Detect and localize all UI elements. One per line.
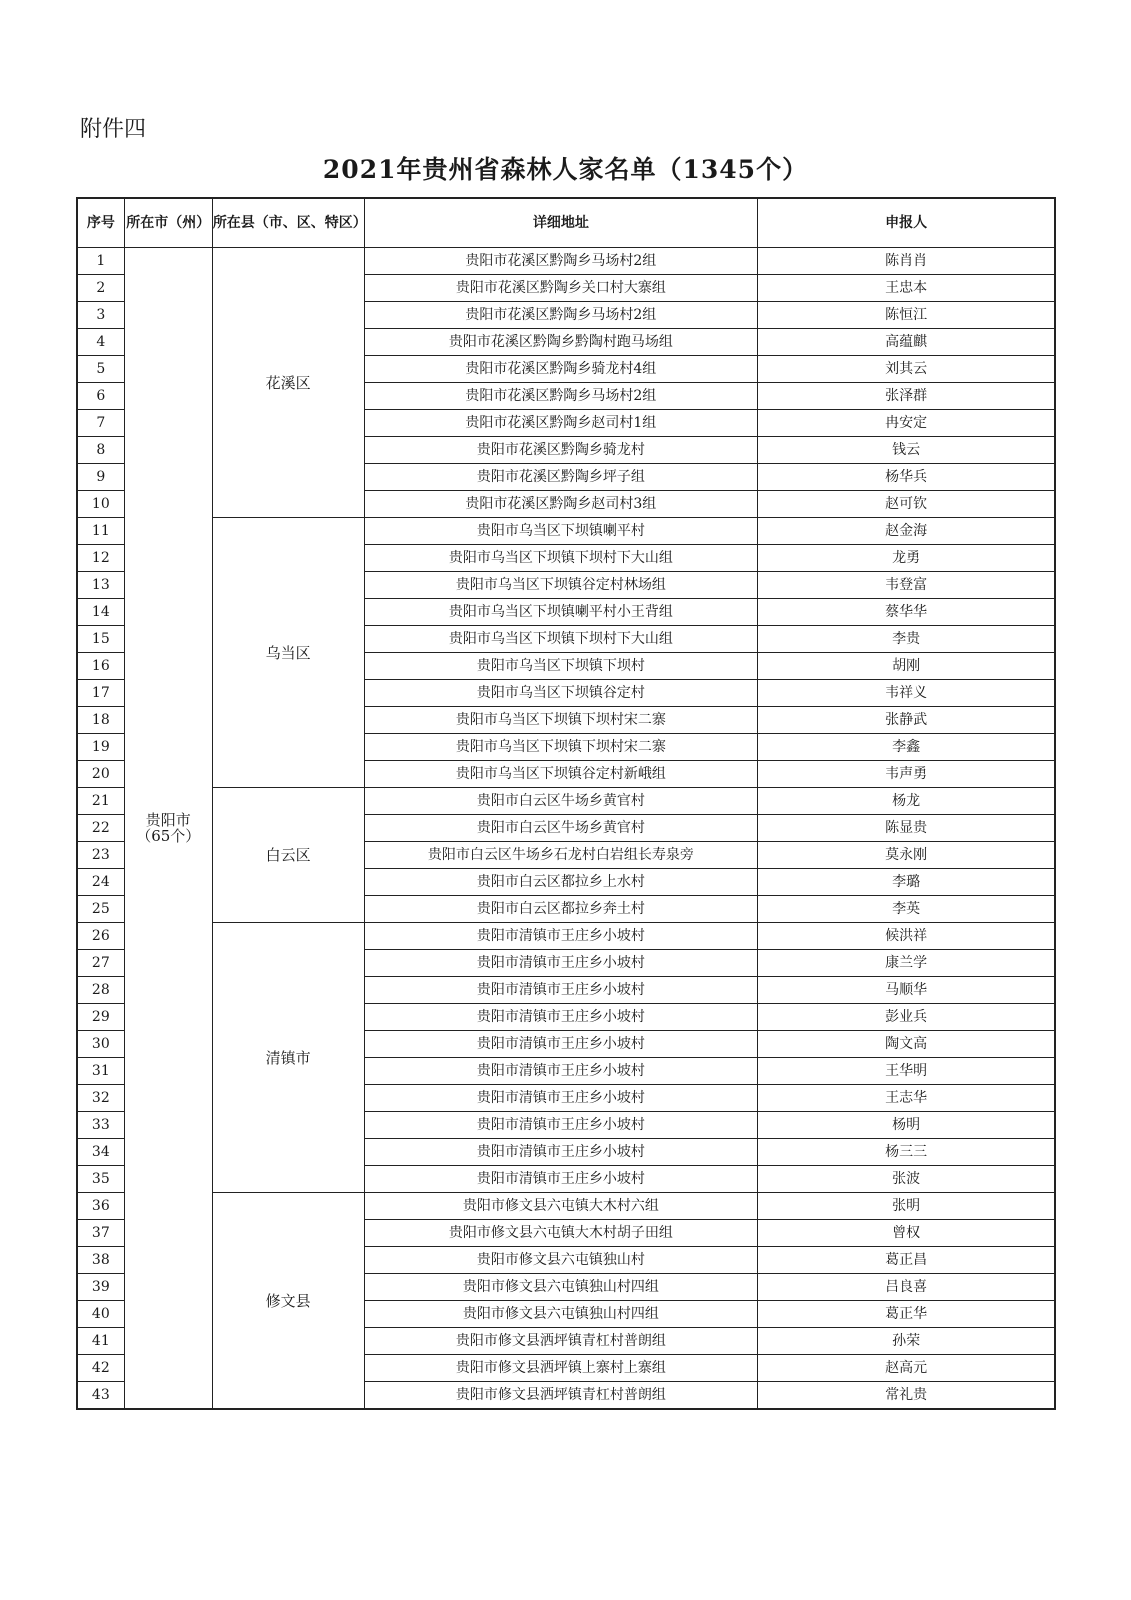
address-cell: 贵阳市清镇市王庄乡小坡村 — [364, 977, 758, 1004]
address-cell: 贵阳市乌当区下坝镇下坝村 — [364, 653, 758, 680]
header-address: 详细地址 — [364, 198, 758, 248]
address-cell: 贵阳市乌当区下坝镇下坝村宋二寨 — [364, 734, 758, 761]
row-index: 37 — [77, 1220, 124, 1247]
header-applicant: 申报人 — [758, 198, 1055, 248]
table-body — [77, 248, 1055, 1410]
address-cell: 贵阳市花溪区黔陶乡黔陶村跑马场组 — [364, 329, 758, 356]
address-cell: 贵阳市乌当区下坝镇喇平村 — [364, 518, 758, 545]
applicant-cell: 李鑫 — [758, 734, 1055, 761]
applicant-cell: 龙勇 — [758, 545, 1055, 572]
row-index: 21 — [77, 788, 124, 815]
row-index: 26 — [77, 923, 124, 950]
table-row — [77, 923, 1055, 950]
table-row — [77, 1193, 1055, 1220]
table-row — [77, 788, 1055, 815]
applicant-cell: 葛正华 — [758, 1301, 1055, 1328]
applicant-cell: 候洪祥 — [758, 923, 1055, 950]
address-cell: 贵阳市花溪区黔陶乡骑龙村 — [364, 437, 758, 464]
address-cell: 贵阳市清镇市王庄乡小坡村 — [364, 1139, 758, 1166]
address-cell: 贵阳市乌当区下坝镇下坝村宋二寨 — [364, 707, 758, 734]
address-cell: 贵阳市花溪区黔陶乡赵司村1组 — [364, 410, 758, 437]
row-index: 32 — [77, 1085, 124, 1112]
applicant-cell: 钱云 — [758, 437, 1055, 464]
row-index: 43 — [77, 1382, 124, 1410]
address-cell: 贵阳市乌当区下坝镇谷定村 — [364, 680, 758, 707]
applicant-cell: 李英 — [758, 896, 1055, 923]
address-cell: 贵阳市修文县洒坪镇青杠村普朗组 — [364, 1328, 758, 1355]
row-index: 42 — [77, 1355, 124, 1382]
row-index: 20 — [77, 761, 124, 788]
row-index: 2 — [77, 275, 124, 302]
header-city: 所在市（州） — [124, 198, 212, 248]
county-cell: 修文县 — [212, 1193, 364, 1410]
row-index: 41 — [77, 1328, 124, 1355]
row-index: 11 — [77, 518, 124, 545]
row-index: 15 — [77, 626, 124, 653]
row-index: 29 — [77, 1004, 124, 1031]
applicant-cell: 莫永刚 — [758, 842, 1055, 869]
row-index: 3 — [77, 302, 124, 329]
applicant-cell: 韦登富 — [758, 572, 1055, 599]
row-index: 34 — [77, 1139, 124, 1166]
row-index: 6 — [77, 383, 124, 410]
address-cell: 贵阳市乌当区下坝镇谷定村林场组 — [364, 572, 758, 599]
row-index: 10 — [77, 491, 124, 518]
row-index: 14 — [77, 599, 124, 626]
row-index: 38 — [77, 1247, 124, 1274]
address-cell: 贵阳市白云区牛场乡黄官村 — [364, 815, 758, 842]
city-count: （65个） — [136, 827, 201, 845]
applicant-cell: 胡刚 — [758, 653, 1055, 680]
applicant-cell: 曾权 — [758, 1220, 1055, 1247]
applicant-cell: 常礼贵 — [758, 1382, 1055, 1410]
applicant-cell: 葛正昌 — [758, 1247, 1055, 1274]
applicant-cell: 赵可钦 — [758, 491, 1055, 518]
applicant-cell: 王华明 — [758, 1058, 1055, 1085]
row-index: 17 — [77, 680, 124, 707]
applicant-cell: 杨明 — [758, 1112, 1055, 1139]
applicant-cell: 孙荣 — [758, 1328, 1055, 1355]
applicant-cell: 杨三三 — [758, 1139, 1055, 1166]
row-index: 39 — [77, 1274, 124, 1301]
applicant-cell: 康兰学 — [758, 950, 1055, 977]
row-index: 25 — [77, 896, 124, 923]
address-cell: 贵阳市白云区牛场乡黄官村 — [364, 788, 758, 815]
county-cell: 花溪区 — [212, 248, 364, 518]
address-cell: 贵阳市修文县六屯镇大木村胡子田组 — [364, 1220, 758, 1247]
address-cell: 贵阳市乌当区下坝镇谷定村新峨组 — [364, 761, 758, 788]
row-index: 18 — [77, 707, 124, 734]
address-cell: 贵阳市花溪区黔陶乡坪子组 — [364, 464, 758, 491]
address-cell: 贵阳市花溪区黔陶乡关口村大寨组 — [364, 275, 758, 302]
row-index: 1 — [77, 248, 124, 275]
address-cell: 贵阳市花溪区黔陶乡赵司村3组 — [364, 491, 758, 518]
header-index: 序号 — [77, 198, 124, 248]
applicant-cell: 李璐 — [758, 869, 1055, 896]
address-cell: 贵阳市修文县洒坪镇青杠村普朗组 — [364, 1382, 758, 1410]
applicant-cell: 王忠本 — [758, 275, 1055, 302]
address-cell: 贵阳市清镇市王庄乡小坡村 — [364, 923, 758, 950]
row-index: 9 — [77, 464, 124, 491]
row-index: 31 — [77, 1058, 124, 1085]
applicant-cell: 赵高元 — [758, 1355, 1055, 1382]
address-cell: 贵阳市花溪区黔陶乡骑龙村4组 — [364, 356, 758, 383]
table-row — [77, 248, 1055, 275]
row-index: 13 — [77, 572, 124, 599]
row-index: 22 — [77, 815, 124, 842]
address-cell: 贵阳市清镇市王庄乡小坡村 — [364, 1112, 758, 1139]
address-cell: 贵阳市清镇市王庄乡小坡村 — [364, 1058, 758, 1085]
row-index: 23 — [77, 842, 124, 869]
table-row — [77, 518, 1055, 545]
applicant-cell: 杨龙 — [758, 788, 1055, 815]
applicant-cell: 陈显贵 — [758, 815, 1055, 842]
address-cell: 贵阳市乌当区下坝镇喇平村小王背组 — [364, 599, 758, 626]
table-header-row — [77, 198, 1055, 248]
address-cell: 贵阳市清镇市王庄乡小坡村 — [364, 950, 758, 977]
row-index: 4 — [77, 329, 124, 356]
address-cell: 贵阳市白云区都拉乡奔土村 — [364, 896, 758, 923]
address-cell: 贵阳市白云区都拉乡上水村 — [364, 869, 758, 896]
address-cell: 贵阳市修文县六屯镇独山村四组 — [364, 1301, 758, 1328]
applicant-cell: 王志华 — [758, 1085, 1055, 1112]
applicant-cell: 张波 — [758, 1166, 1055, 1193]
address-cell: 贵阳市白云区牛场乡石龙村白岩组长寿泉旁 — [364, 842, 758, 869]
row-index: 8 — [77, 437, 124, 464]
applicant-cell: 张明 — [758, 1193, 1055, 1220]
county-cell: 白云区 — [212, 788, 364, 923]
row-index: 35 — [77, 1166, 124, 1193]
address-cell: 贵阳市清镇市王庄乡小坡村 — [364, 1031, 758, 1058]
row-index: 28 — [77, 977, 124, 1004]
applicant-cell: 陈恒江 — [758, 302, 1055, 329]
row-index: 12 — [77, 545, 124, 572]
applicant-cell: 韦祥义 — [758, 680, 1055, 707]
address-cell: 贵阳市清镇市王庄乡小坡村 — [364, 1004, 758, 1031]
address-cell: 贵阳市清镇市王庄乡小坡村 — [364, 1085, 758, 1112]
address-cell: 贵阳市乌当区下坝镇下坝村下大山组 — [364, 545, 758, 572]
applicant-cell: 彭业兵 — [758, 1004, 1055, 1031]
address-cell: 贵阳市修文县六屯镇独山村 — [364, 1247, 758, 1274]
county-cell: 乌当区 — [212, 518, 364, 788]
address-cell: 贵阳市花溪区黔陶乡马场村2组 — [364, 383, 758, 410]
row-index: 5 — [77, 356, 124, 383]
row-index: 19 — [77, 734, 124, 761]
document-title: 2021年贵州省森林人家名单（1345个） — [322, 155, 809, 184]
row-index: 33 — [77, 1112, 124, 1139]
applicant-cell: 张静武 — [758, 707, 1055, 734]
applicant-cell: 赵金海 — [758, 518, 1055, 545]
applicant-cell: 蔡华华 — [758, 599, 1055, 626]
address-cell: 贵阳市清镇市王庄乡小坡村 — [364, 1166, 758, 1193]
row-index: 7 — [77, 410, 124, 437]
row-index: 40 — [77, 1301, 124, 1328]
city-name: 贵阳市 — [145, 811, 191, 829]
applicant-cell: 吕良喜 — [758, 1274, 1055, 1301]
city-cell — [124, 248, 212, 1410]
applicant-cell: 陶文高 — [758, 1031, 1055, 1058]
row-index: 16 — [77, 653, 124, 680]
applicant-cell: 李贵 — [758, 626, 1055, 653]
applicant-cell: 杨华兵 — [758, 464, 1055, 491]
applicant-cell: 马顺华 — [758, 977, 1055, 1004]
attachment-label: 附件四 — [80, 117, 147, 142]
applicant-cell: 高蕴麒 — [758, 329, 1055, 356]
county-cell: 清镇市 — [212, 923, 364, 1193]
address-cell: 贵阳市花溪区黔陶乡马场村2组 — [364, 248, 758, 275]
address-cell: 贵阳市修文县洒坪镇上寨村上寨组 — [364, 1355, 758, 1382]
applicant-cell: 冉安定 — [758, 410, 1055, 437]
address-cell: 贵阳市乌当区下坝镇下坝村下大山组 — [364, 626, 758, 653]
row-index: 24 — [77, 869, 124, 896]
address-cell: 贵阳市修文县六屯镇大木村六组 — [364, 1193, 758, 1220]
address-cell: 贵阳市花溪区黔陶乡马场村2组 — [364, 302, 758, 329]
header-county: 所在县（市、区、特区） — [212, 198, 364, 248]
row-index: 36 — [77, 1193, 124, 1220]
applicant-cell: 刘其云 — [758, 356, 1055, 383]
applicant-cell: 韦声勇 — [758, 761, 1055, 788]
row-index: 30 — [77, 1031, 124, 1058]
row-index: 27 — [77, 950, 124, 977]
address-cell: 贵阳市修文县六屯镇独山村四组 — [364, 1274, 758, 1301]
applicant-cell: 陈肖肖 — [758, 248, 1055, 275]
forest-household-table — [76, 197, 1056, 1410]
applicant-cell: 张泽群 — [758, 383, 1055, 410]
